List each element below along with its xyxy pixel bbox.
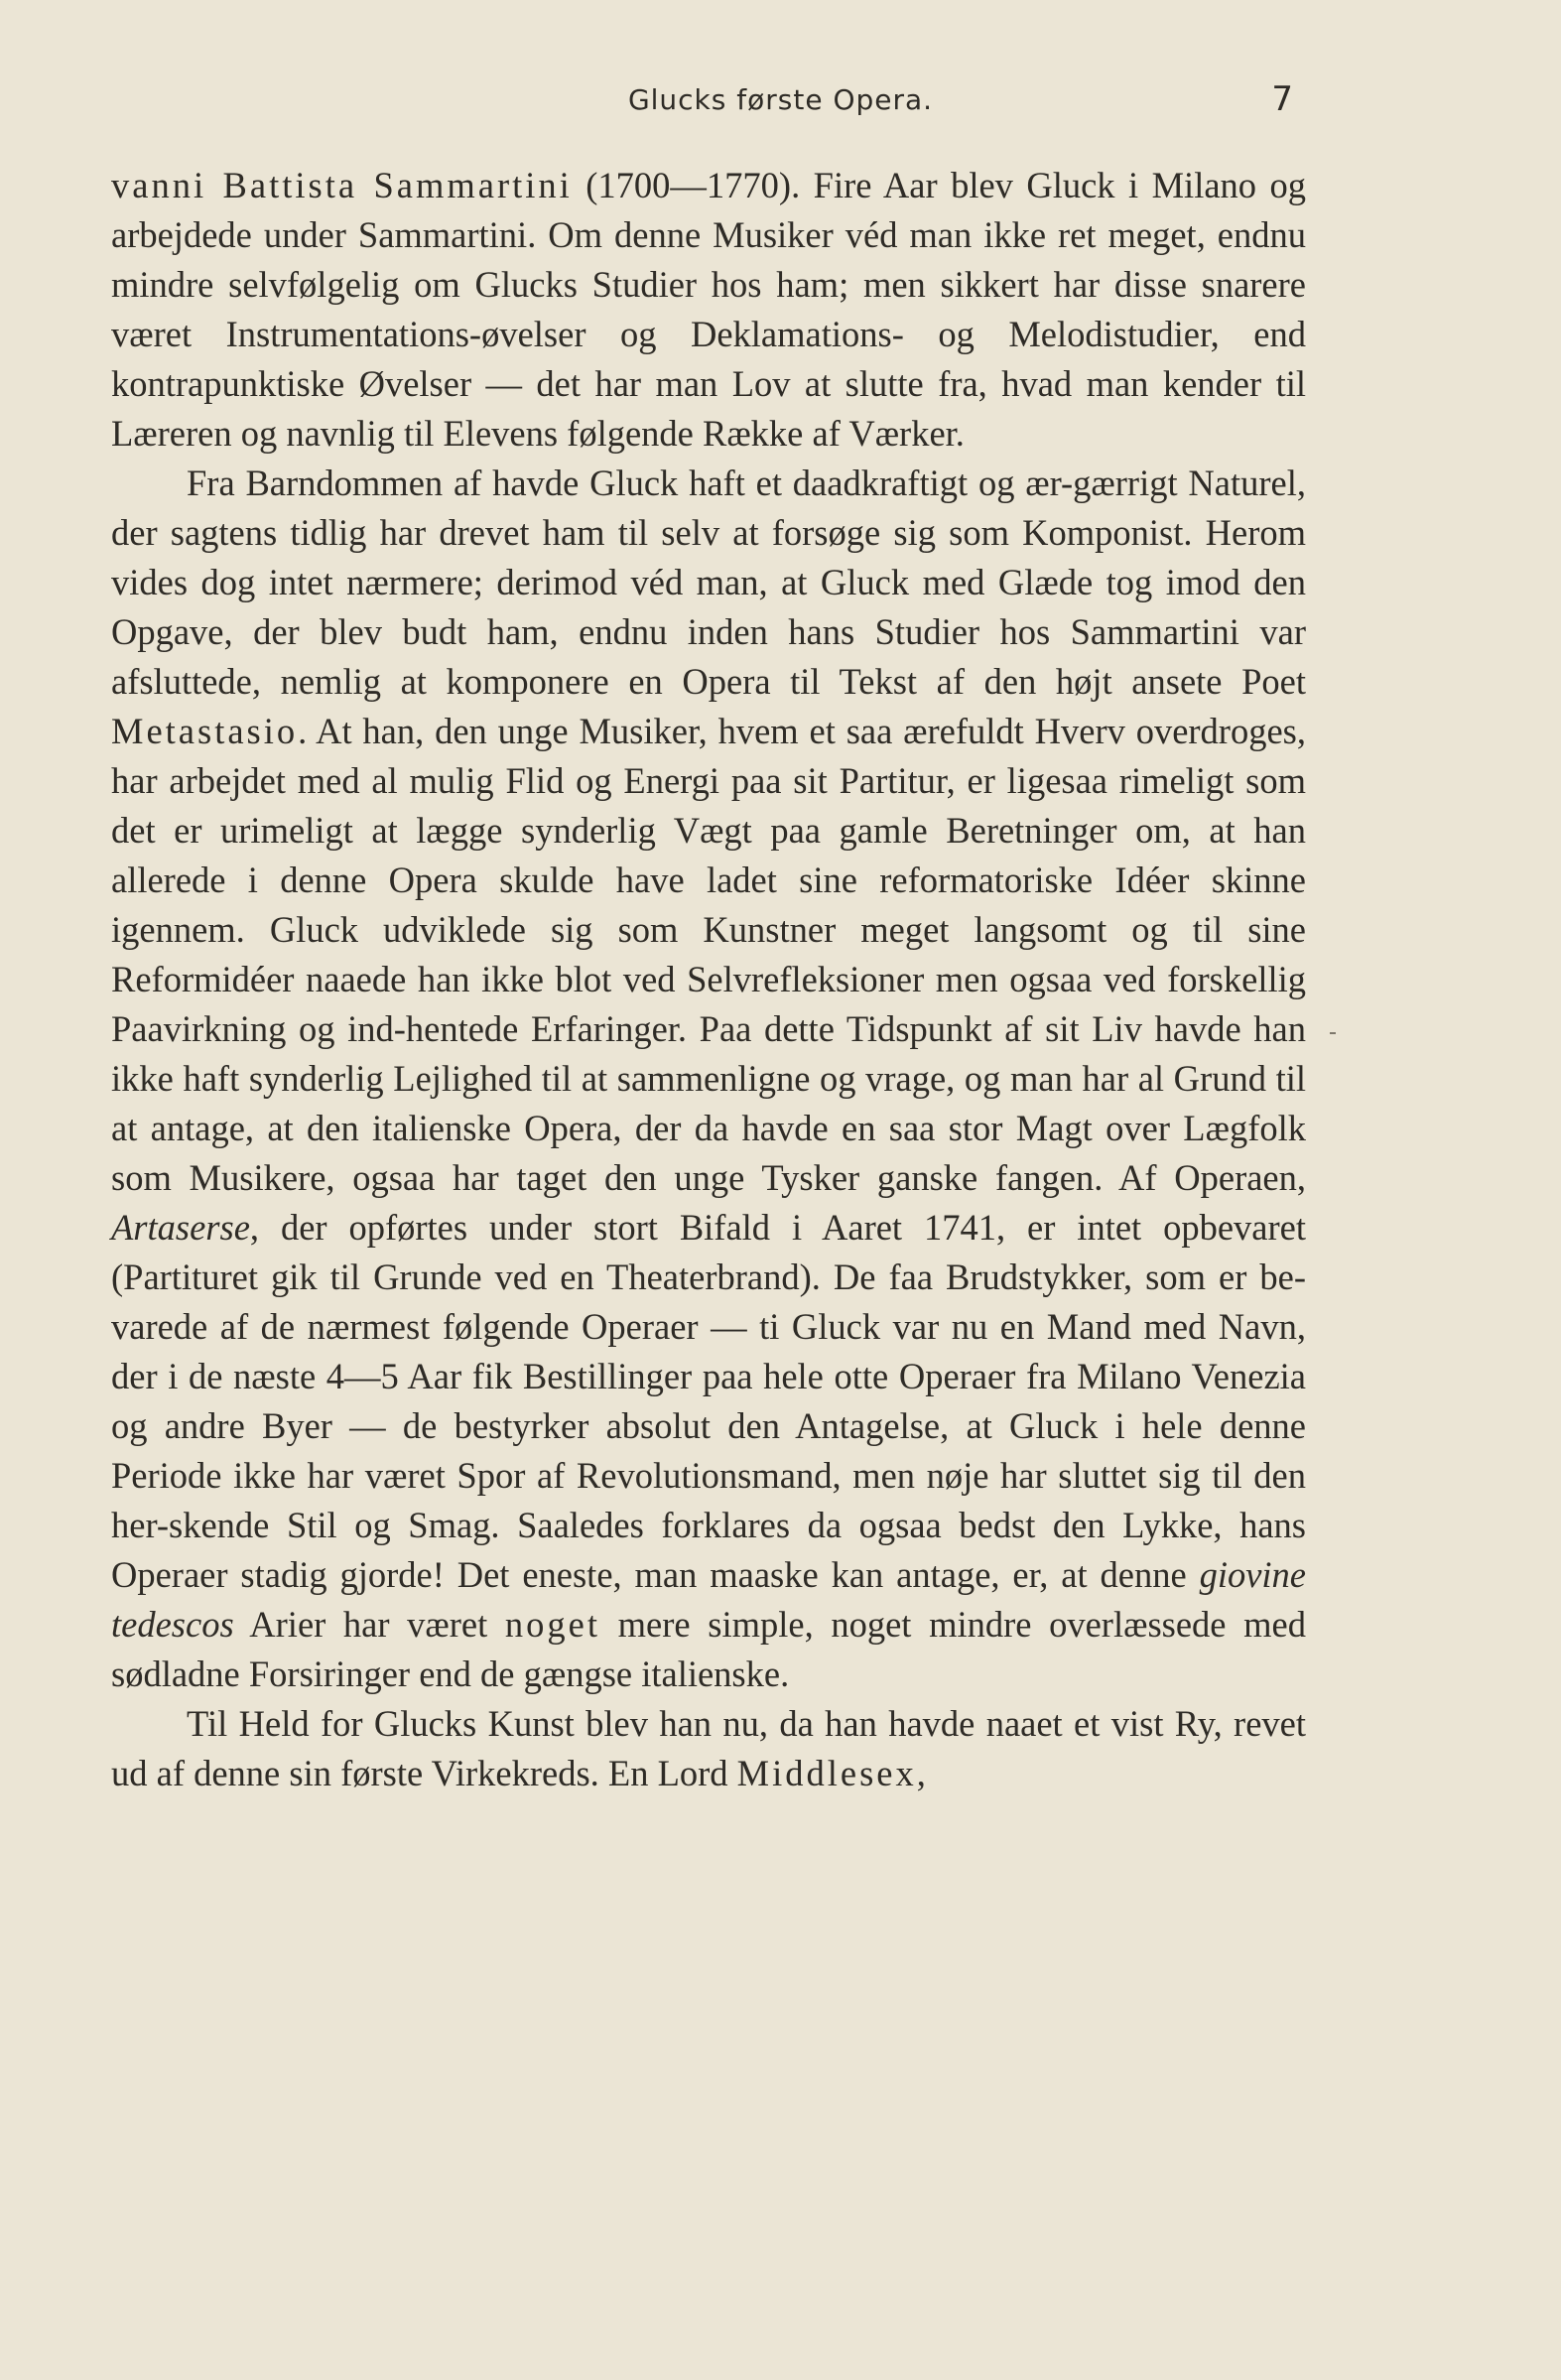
text-segment: noget xyxy=(504,1604,601,1645)
text-segment: mere simple, noget mindre overlæssede med sødladne Forsiringer end de gængse italienske. xyxy=(111,1604,1306,1694)
body-text xyxy=(111,161,1306,1798)
text-segment: Arier har været xyxy=(233,1604,505,1645)
text-segment: giovine tedescos xyxy=(111,1554,1306,1645)
paragraph-3 xyxy=(111,1699,1306,1798)
text-segment: , der opførtes under stort Bifald i Aaret 1741, er intet opbevaret (Partituret gik til Grunde ved en Theaterbrand). De faa Brudstykker, som er be-varede af de nærmest følgende Operaer — ti Gluck var nu en Mand med Navn, der i de næste 4—5 Aar fik Bestillinger paa hele otte Operaer fra Milano Venezia og andre Byer — de bestyrker absolut den Antagelse, at Gluck i hele denne Periode ikke har været Spor af Revolutionsmand, men nøje har sluttet sig til den her-skende Stil og Smag. Saaledes forklares da ogsaa bedst den Lykke, hans Operaer stadig gjorde! Det eneste, man maaske kan antage, er, at denne xyxy=(111,1207,1306,1595)
page-number: 7 xyxy=(1271,79,1293,119)
text-segment: Metastasio xyxy=(111,711,299,751)
text-segment: . At han, den unge Musiker, hvem et saa ærefuldt Hverv overdroges, har arbejdet med al mulig Flid og Energi paa sit Partitur, er ligesaa rimeligt som det er urimeligt at lægge synderlig Vægt paa gamle Beretninger om, at han allerede i denne Opera skulde have ladet sine reformatoriske Idéer skinne igennem. Gluck udviklede sig som Kunstner meget langsomt og til sine Reformidéer naaede han ikke blot ved Selvrefleksioner men ogsaa ved forskellig Paavirkning og ind-hentede Erfaringer. Paa dette Tidspunkt af sit Liv havde han ikke haft synderlig Lejlighed til at sammenligne og vrage, og man har al Grund til at antage, at den italienske Opera, der da havde en saa stor Magt over Lægfolk som Musikere, ogsaa har taget den unge Tysker ganske fangen. Af Operaen, xyxy=(111,711,1306,1198)
text-segment: Middlesex xyxy=(736,1753,917,1793)
running-head xyxy=(0,79,1561,123)
margin-mark xyxy=(1330,1032,1336,1034)
text-segment: Til Held for Glucks Kunst blev han nu, da han havde naaet et vist Ry, revet ud af denne sin første Virkekreds. En Lord xyxy=(111,1703,1306,1793)
text-segment: vanni Battista Sammartini xyxy=(111,165,573,205)
text-segment: , xyxy=(916,1753,926,1793)
text-segment: Fra Barndommen af havde Gluck haft et daadkraftigt og ær-gærrigt Naturel, der sagtens tidlig har drevet ham til selv at forsøge sig som Komponist. Herom vides dog intet nærmere; derimod véd man, at Gluck med Glæde tog imod den Opgave, der blev budt ham, endnu inden hans Studier hos Sammartini var afsluttede, nemlig at komponere en Opera til Tekst af den højt ansete Poet xyxy=(111,463,1306,702)
text-segment: Artaserse xyxy=(111,1207,250,1248)
text-segment: (1700—1770). Fire Aar blev Gluck i Milano og arbejdede under Sammartini. Om denne Musiker véd man ikke ret meget, endnu mindre selvfølgelig om Glucks Studier hos ham; men sikkert har disse snarere været Instrumentations-øvelser og Deklamations- og Melodistudier, end kontrapunktiske Øvelser — det har man Lov at slutte fra, hvad man kender til Læreren og navnlig til Elevens følgende Række af Værker. xyxy=(111,165,1306,454)
running-title: Glucks første Opera. xyxy=(627,83,934,116)
paragraph-2 xyxy=(111,459,1306,1699)
paragraph-1 xyxy=(111,161,1306,459)
